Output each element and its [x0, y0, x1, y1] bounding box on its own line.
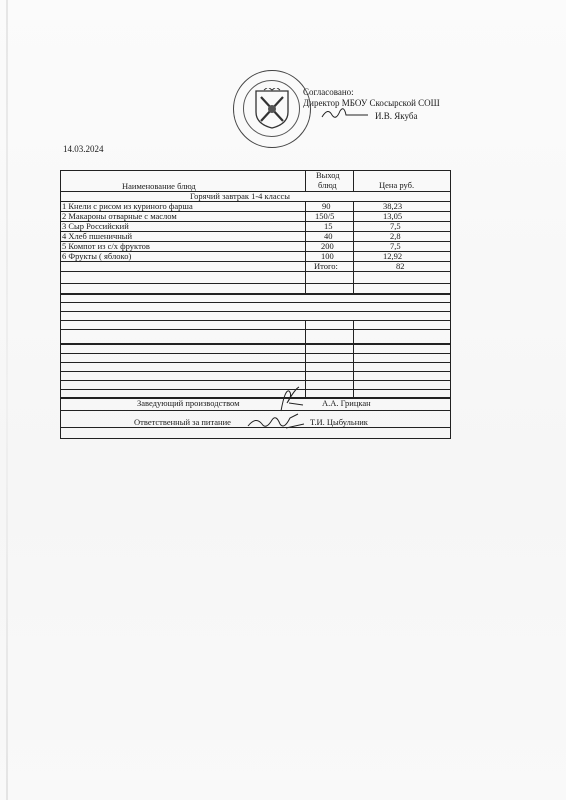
menu-table [60, 170, 451, 439]
table-divider [353, 170, 354, 191]
header-portion-unit: блюд [318, 180, 337, 190]
nutrition-signature-icon [246, 410, 306, 434]
table-divider [60, 311, 451, 312]
table-divider [60, 362, 451, 363]
production-head-name: А.А. Грицкан [322, 398, 371, 408]
total-value: 82 [396, 261, 405, 271]
item-name: 3 Сыр Российский [62, 221, 129, 231]
nutrition-role: Ответственный за питание [134, 417, 231, 427]
item-name: 1 Кнели с рисом из куриного фарша [62, 201, 193, 211]
table-divider [60, 320, 451, 321]
item-price: 12,92 [383, 251, 403, 261]
table-divider [60, 380, 451, 381]
item-portion: 200 [321, 241, 334, 251]
table-divider [60, 261, 451, 262]
table-divider [305, 344, 306, 398]
item-price: 13,05 [383, 211, 403, 221]
item-name: 6 Фрукты ( яблоко) [62, 251, 132, 261]
item-portion: 100 [321, 251, 334, 261]
item-portion: 150/5 [315, 211, 335, 221]
table-divider [60, 371, 451, 372]
header-price: Цена руб. [379, 180, 415, 190]
table-divider [305, 201, 306, 294]
header-portion: Выход [316, 170, 340, 180]
item-price: 7,5 [390, 241, 401, 251]
approval-position: Директор МБОУ Скосырской СОШ [303, 98, 440, 108]
item-portion: 90 [322, 201, 331, 211]
item-price: 2,8 [390, 231, 401, 241]
coat-of-arms-icon [252, 88, 292, 130]
table-divider [60, 302, 451, 303]
item-portion: 15 [324, 221, 333, 231]
document-date: 14.03.2024 [63, 144, 104, 154]
table-divider [60, 389, 451, 390]
approval-signatory: И.В. Якуба [375, 111, 418, 121]
table-divider [305, 170, 306, 191]
item-name: 2 Макароны отварные с маслом [62, 211, 177, 221]
table-divider [60, 271, 451, 272]
item-price: 7,5 [390, 221, 401, 231]
production-head-role: Заведующий производством [137, 398, 240, 408]
item-name: 4 Хлеб пшеничный [62, 231, 133, 241]
table-divider [60, 329, 451, 330]
header-dish: Наименование блюд [122, 181, 196, 191]
production-head-signature-icon [275, 385, 305, 413]
item-portion: 40 [324, 231, 333, 241]
total-label: Итого: [314, 261, 338, 271]
table-divider [353, 320, 354, 344]
item-name: 5 Компот из с/х фруктов [62, 241, 150, 251]
approval-label: Согласовано: [303, 87, 354, 97]
round-official-seal-icon [233, 70, 311, 148]
table-divider [305, 320, 306, 344]
scan-edge [6, 0, 8, 800]
table-divider [60, 353, 451, 354]
director-signature-icon [320, 103, 370, 123]
table-divider [353, 344, 354, 398]
section-title: Горячий завтрак 1-4 классы [190, 191, 290, 201]
table-divider [60, 283, 451, 284]
nutrition-name: Т.И. Цыбульник [310, 417, 368, 427]
table-divider [353, 201, 354, 294]
item-price: 38,23 [383, 201, 403, 211]
